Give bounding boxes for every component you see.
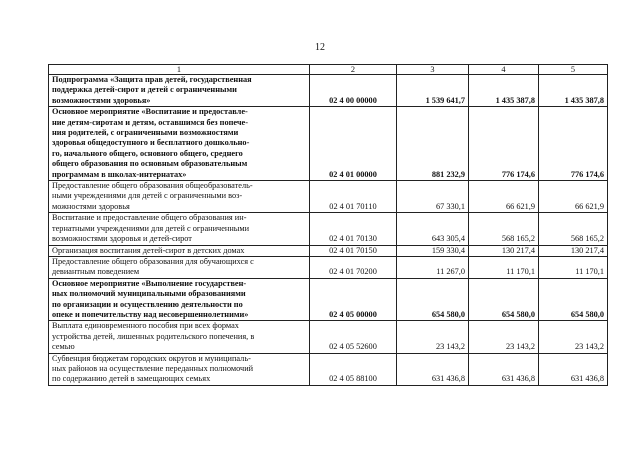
row-value-cell: 643 305,4 bbox=[397, 213, 469, 245]
row-value-cell: 67 330,1 bbox=[397, 181, 469, 213]
table-row bbox=[49, 107, 608, 181]
column-header-4: 4 bbox=[469, 65, 539, 75]
column-header-1: 1 bbox=[49, 65, 310, 75]
row-value-cell: 776 174,6 bbox=[469, 107, 539, 181]
row-code-cell: 02 4 05 52600 bbox=[310, 321, 397, 353]
row-value-cell: 654 580,0 bbox=[397, 278, 469, 321]
row-value-cell: 568 165,2 bbox=[539, 213, 608, 245]
row-name-cell: Основное мероприятие «Выполнение государствен- ных полномочий муниципальными образованиями по организации и осуществлению деятельности по опеке и попечительству над несовершеннолетними» bbox=[49, 278, 310, 321]
table-row bbox=[49, 75, 608, 107]
row-value-cell: 66 621,9 bbox=[469, 181, 539, 213]
row-value-cell: 1 435 387,8 bbox=[469, 75, 539, 107]
column-header-3: 3 bbox=[397, 65, 469, 75]
page-number: 12 bbox=[315, 42, 325, 53]
row-code-cell: 02 4 01 70200 bbox=[310, 256, 397, 278]
row-code-cell: 02 4 01 70110 bbox=[310, 181, 397, 213]
column-header-2: 2 bbox=[310, 65, 397, 75]
row-value-cell: 23 143,2 bbox=[469, 321, 539, 353]
row-value-cell: 23 143,2 bbox=[397, 321, 469, 353]
row-value-cell: 11 170,1 bbox=[539, 256, 608, 278]
row-code-cell: 02 4 05 00000 bbox=[310, 278, 397, 321]
table-row bbox=[49, 245, 608, 256]
row-name-cell: Предоставление общего образования общеобразователь- ными учреждениями для детей с ограниченными воз- можностями здоровья bbox=[49, 181, 310, 213]
row-value-cell: 66 621,9 bbox=[539, 181, 608, 213]
table-row bbox=[49, 213, 608, 245]
row-value-cell: 654 580,0 bbox=[469, 278, 539, 321]
row-value-cell: 631 436,8 bbox=[469, 353, 539, 385]
table-row bbox=[49, 278, 608, 321]
row-name-cell: Подпрограмма «Защита прав детей, государственная поддержка детей-сирот и детей с ограниченными возможностями здоровья» bbox=[49, 75, 310, 107]
row-value-cell: 631 436,8 bbox=[539, 353, 608, 385]
table-header-row bbox=[49, 65, 608, 75]
table-row bbox=[49, 256, 608, 278]
row-value-cell: 776 174,6 bbox=[539, 107, 608, 181]
row-value-cell: 130 217,4 bbox=[539, 245, 608, 256]
row-name-cell: Выплата единовременного пособия при всех формах устройства детей, лишенных родительского попечения, в семью bbox=[49, 321, 310, 353]
row-value-cell: 654 580,0 bbox=[539, 278, 608, 321]
row-code-cell: 02 4 00 00000 bbox=[310, 75, 397, 107]
row-code-cell: 02 4 01 00000 bbox=[310, 107, 397, 181]
row-name-cell: Основное мероприятие «Воспитание и предоставле- ние детям-сиротам и детям, оставшимся без попече- ния родителей, с ограниченными возможностями здоровья общедоступного и бесплатного дошкольно- го, начального общего, основного общего, среднего общего образования по основным образовательным программам в школах-интернатах» bbox=[49, 107, 310, 181]
row-name-cell: Организация воспитания детей-сирот в детских домах bbox=[49, 245, 310, 256]
row-name-cell: Воспитание и предоставление общего образования ин- тернатными учреждениями для детей с ограниченными возможностями здоровья и детей-сирот bbox=[49, 213, 310, 245]
budget-table bbox=[48, 64, 608, 386]
row-value-cell: 1 435 387,8 bbox=[539, 75, 608, 107]
row-code-cell: 02 4 01 70150 bbox=[310, 245, 397, 256]
row-value-cell: 568 165,2 bbox=[469, 213, 539, 245]
row-value-cell: 881 232,9 bbox=[397, 107, 469, 181]
row-code-cell: 02 4 05 88100 bbox=[310, 353, 397, 385]
row-value-cell: 11 267,0 bbox=[397, 256, 469, 278]
row-value-cell: 1 539 641,7 bbox=[397, 75, 469, 107]
row-name-cell: Предоставление общего образования для обучающихся с девиантным поведением bbox=[49, 256, 310, 278]
row-value-cell: 11 170,1 bbox=[469, 256, 539, 278]
row-value-cell: 23 143,2 bbox=[539, 321, 608, 353]
table-row bbox=[49, 321, 608, 353]
column-header-5: 5 bbox=[539, 65, 608, 75]
row-value-cell: 159 330,4 bbox=[397, 245, 469, 256]
row-value-cell: 631 436,8 bbox=[397, 353, 469, 385]
row-code-cell: 02 4 01 70130 bbox=[310, 213, 397, 245]
row-value-cell: 130 217,4 bbox=[469, 245, 539, 256]
table-row bbox=[49, 353, 608, 385]
row-name-cell: Субвенция бюджетам городских округов и муниципаль- ных районов на осуществление переданных полномочий по содержанию детей в замещающих семьях bbox=[49, 353, 310, 385]
table-row bbox=[49, 181, 608, 213]
